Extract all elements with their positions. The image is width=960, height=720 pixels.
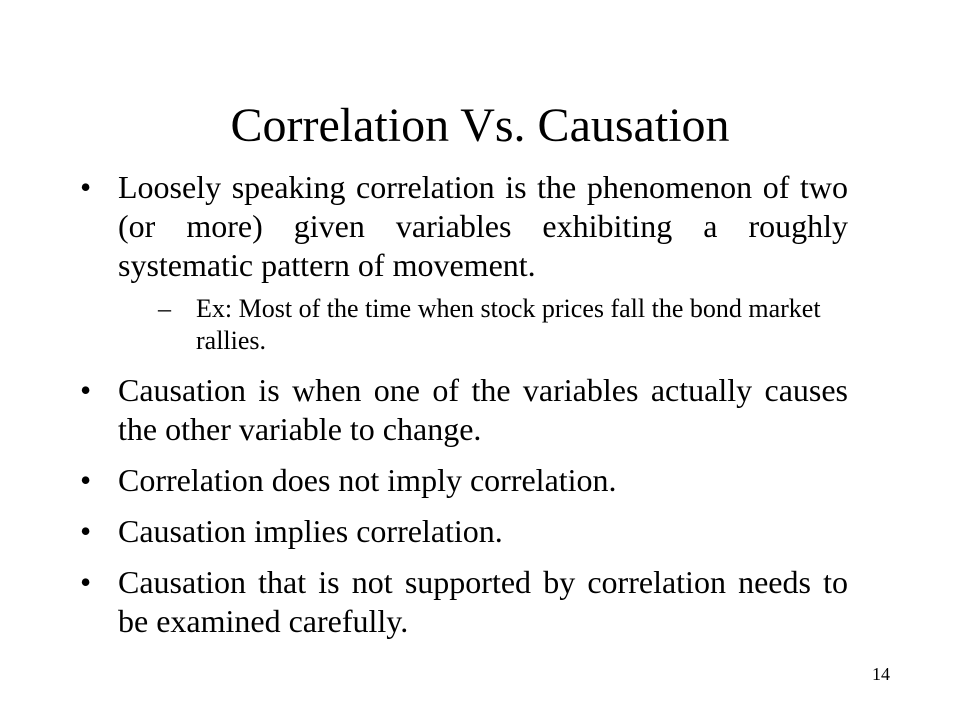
sub-bullet-text: Ex: Most of the time when stock prices fall the bond market rallies. — [196, 294, 821, 355]
bullet-text: Causation is when one of the variables actually causes the other variable to change. — [118, 372, 848, 447]
bullet-text: Causation that is not supported by correlation needs to be examined carefully. — [118, 564, 848, 639]
dash-icon: – — [158, 294, 171, 323]
bullet-item — [78, 563, 848, 641]
slide-title: Correlation Vs. Causation — [230, 99, 730, 152]
bullet-list — [78, 168, 848, 653]
bullet-icon: • — [80, 372, 92, 408]
bullet-icon: • — [80, 462, 92, 498]
bullet-item — [78, 461, 848, 500]
bullet-icon: • — [80, 564, 92, 600]
bullet-item — [78, 512, 848, 551]
bullet-item — [78, 371, 848, 449]
bullet-item — [78, 168, 848, 357]
bullet-icon: • — [80, 169, 92, 205]
page-number: 14 — [872, 664, 890, 684]
bullet-icon: • — [80, 513, 92, 549]
bullet-text: Correlation does not imply correlation. — [118, 462, 617, 498]
bullet-text: Loosely speaking correlation is the phenomenon of two (or more) given variables exhibiting a roughly systematic pattern of movement. — [118, 169, 848, 283]
bullet-text: Causation implies correlation. — [118, 513, 503, 549]
sub-bullet-item — [158, 293, 848, 357]
